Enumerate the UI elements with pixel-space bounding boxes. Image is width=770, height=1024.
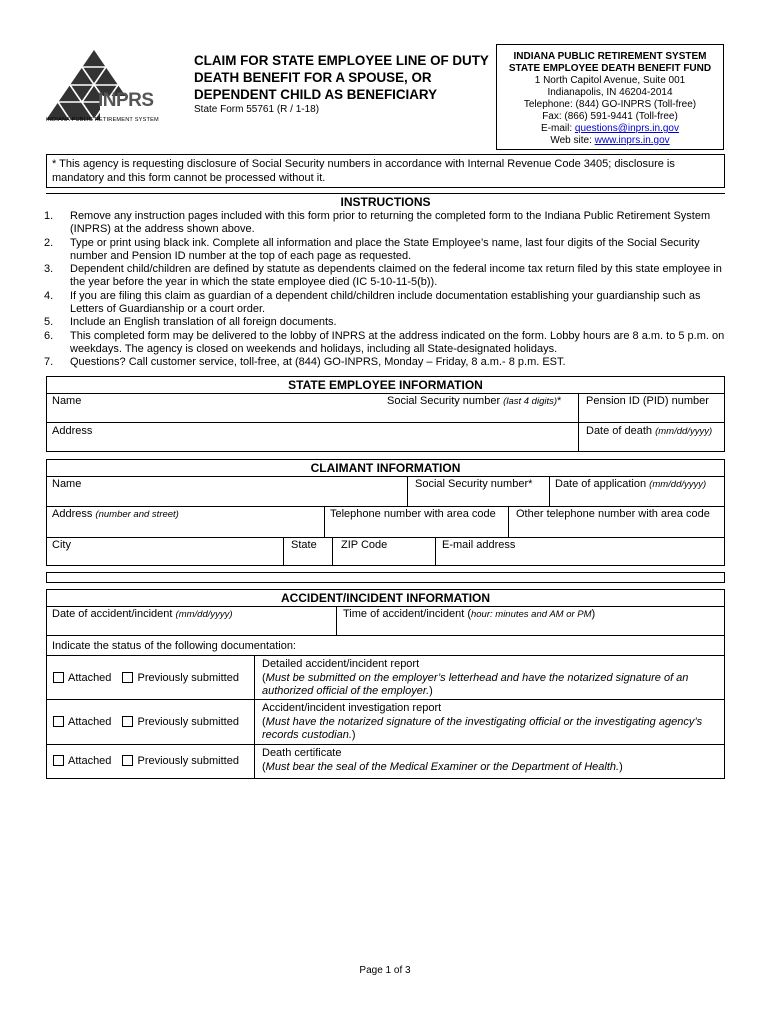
- doc2-previously-checkbox[interactable]: [122, 716, 133, 727]
- page-number: Page 1 of 3: [359, 965, 411, 976]
- instruction-item: [38, 290, 725, 317]
- instruction-number: 6.: [44, 329, 54, 342]
- doc3-description: Death certificate (Must bear the seal of the Medical Examiner or the Department of Health.): [262, 747, 720, 774]
- instructions-title: INSTRUCTIONS: [340, 195, 431, 209]
- doa-label: Date of application: [555, 478, 650, 490]
- agency-address2: Indianapolis, IN 46204-2014: [547, 87, 673, 98]
- claimant-name-field[interactable]: Name: [52, 478, 82, 490]
- instruction-text: Questions? Call customer service, toll-free, at (844) GO-INPRS, Monday – Friday, 8 a.m.- 8 p.m. EST.: [70, 356, 566, 369]
- instruction-number: 7.: [44, 356, 54, 369]
- ssn-note: (last 4 digits): [503, 396, 558, 407]
- disclosure-box: [46, 154, 725, 188]
- doc2-options: [53, 716, 239, 728]
- doc3-note: Must bear the seal of the Medical Examiner or the Department of Health.: [265, 760, 620, 773]
- claimant-email-field[interactable]: E-mail address: [442, 539, 516, 551]
- agency-fund: STATE EMPLOYEE DEATH BENEFIT FUND: [508, 63, 712, 74]
- form-id: State Form 55761 (R / 1-18): [194, 104, 320, 115]
- dod-label: Date of death: [586, 425, 656, 437]
- instruction-item: [38, 210, 725, 237]
- claimant-ssn-field[interactable]: Social Security number*: [415, 478, 533, 490]
- disclosure-text: * This agency is requesting disclosure of Social Security numbers in accordance with Internal Revenue Code 3405; disclosure is mandatory and this form cannot be processed without it.: [52, 158, 675, 184]
- claimant-phone-field[interactable]: Telephone number with area code: [330, 508, 496, 520]
- employee-section: [46, 376, 725, 452]
- claimant-doa-field[interactable]: [555, 478, 706, 490]
- employee-name-field[interactable]: Name: [52, 395, 82, 407]
- email-link[interactable]: questions@inprs.in.gov: [574, 123, 679, 134]
- agency-box: [496, 44, 724, 150]
- doc1-note: Must be submitted on the employer’s letterhead and have the notarized signature of an authorized official of the employer.: [262, 671, 689, 697]
- claimant-city-field[interactable]: City: [52, 539, 71, 551]
- employee-address-field[interactable]: Address: [52, 425, 93, 437]
- doc3-previously-checkbox[interactable]: [122, 755, 133, 766]
- doc1-description: Detailed accident/incident report (Must be submitted on the employer’s letterhead and have the notarized signature of an authorized official of the employer.): [262, 658, 720, 699]
- doc3-options: [53, 755, 239, 767]
- doc2-note: Must have the notarized signature of the investigating official or the investigating agency’s records custodian.: [262, 715, 703, 741]
- instructions-section: [46, 193, 725, 369]
- claimant-address-field[interactable]: [52, 508, 179, 520]
- agency-address1: 1 North Capitol Avenue, Suite 001: [534, 75, 686, 86]
- employee-dod-field[interactable]: [586, 425, 712, 437]
- form-title: CLAIM FOR STATE EMPLOYEE LINE OF DUTY DEATH BENEFIT FOR A SPOUSE, OR DEPENDENT CHILD AS BENEFICIARY: [194, 53, 489, 102]
- claimant-section: [46, 459, 725, 566]
- previously-label: Previously submitted: [137, 672, 239, 684]
- web-link[interactable]: www.inprs.in.gov: [594, 135, 670, 146]
- previously-label: Previously submitted: [137, 755, 239, 767]
- doc1-previously-checkbox[interactable]: [122, 672, 133, 683]
- instruction-text: If you are filing this claim as guardian of a dependent child/children include documentation establishing your guardianship such as Letters of Guardianship or a court order.: [70, 289, 701, 316]
- ssn-label: Social Security number: [387, 395, 504, 407]
- agency-telephone: Telephone: (844) GO-INPRS (Toll-free): [523, 99, 697, 110]
- agency-fax: Fax: (866) 591-9441 (Toll-free): [542, 111, 678, 122]
- doc1-name: Detailed accident/incident report: [262, 658, 420, 670]
- accident-time-label: Time of accident/incident (: [343, 608, 471, 620]
- instruction-text: Type or print using black ink. Complete all information and place the State Employee’s name, last four digits of the Social Security number and Pension ID number at the top of each page as requested.: [70, 236, 700, 262]
- accident-date-label: Date of accident/incident: [52, 608, 176, 620]
- employee-pid-field[interactable]: Pension ID (PID) number: [586, 395, 709, 407]
- doa-note: (mm/dd/yyyy): [649, 479, 707, 490]
- accident-date-field[interactable]: [52, 608, 233, 620]
- logo-wordmark: INPRS: [98, 90, 154, 111]
- instruction-number: 3.: [44, 263, 54, 276]
- doc1-options: [53, 672, 239, 684]
- instruction-text: Include an English translation of all foreign documents.: [70, 316, 337, 329]
- instruction-item: [38, 237, 725, 264]
- claimant-other-phone-field[interactable]: Other telephone number with area code: [516, 508, 710, 520]
- attached-label: Attached: [68, 755, 112, 767]
- instruction-item: [38, 316, 725, 329]
- doc2-name: Accident/incident investigation report: [262, 702, 442, 714]
- instruction-number: 2.: [44, 236, 54, 249]
- instruction-item: [38, 356, 725, 369]
- doc2-attached-checkbox[interactable]: [53, 716, 64, 727]
- documentation-prompt: Indicate the status of the following documentation:: [52, 640, 296, 652]
- doc3-name: Death certificate: [262, 747, 342, 759]
- doc3-attached-checkbox[interactable]: [53, 755, 64, 766]
- accident-time-close: ): [591, 608, 596, 620]
- instruction-text: Dependent child/children are defined by statute as dependents claimed on the federal income tax return filed by this state employee in the year before the year in which the state employee died (IC 5-10-11-5(b)).: [70, 263, 722, 289]
- employee-title: STATE EMPLOYEE INFORMATION: [288, 378, 483, 392]
- web-label: Web site:: [550, 135, 595, 146]
- accident-date-note: (mm/dd/yyyy): [175, 609, 233, 620]
- address-note: (number and street): [95, 509, 179, 520]
- attached-label: Attached: [68, 672, 112, 684]
- doc2-description: Accident/incident investigation report (Must have the notarized signature of the investigating official or the investigating agency’s records custodian.): [262, 702, 720, 743]
- instruction-text: This completed form may be delivered to the lobby of INPRS at the address indicated on the form. Lobby hours are 8 a.m. to 5 p.m. on weekdays. The agency is closed on weekends and holidays, including all State-designated holidays.: [70, 329, 725, 355]
- instruction-item: [38, 263, 725, 290]
- instruction-item: [38, 330, 725, 357]
- email-label: E-mail:: [540, 123, 575, 134]
- blank-row[interactable]: [46, 572, 725, 583]
- instruction-number: 5.: [44, 316, 54, 329]
- instruction-number: 1.: [44, 210, 54, 222]
- ssn-star: *: [557, 395, 562, 407]
- agency-name: INDIANA PUBLIC RETIREMENT SYSTEM: [513, 51, 707, 62]
- accident-time-note: hour: minutes and AM or PM: [470, 609, 592, 620]
- instructions-list: [38, 210, 725, 370]
- claimant-zip-field[interactable]: ZIP Code: [341, 539, 388, 551]
- accident-time-field[interactable]: [343, 608, 595, 620]
- instruction-text: Remove any instruction pages included with this form prior to returning the completed form to the Indiana Public Retirement System (INPRS) at the address shown above.: [70, 210, 711, 236]
- logo-tagline: INDIANA PUBLIC RETIREMENT SYSTEM: [46, 117, 159, 123]
- accident-section: [46, 589, 725, 779]
- claimant-title: CLAIMANT INFORMATION: [310, 461, 461, 475]
- dod-note: (mm/dd/yyyy): [655, 426, 713, 437]
- doc1-attached-checkbox[interactable]: [53, 672, 64, 683]
- instruction-number: 4.: [44, 289, 54, 302]
- previously-label: Previously submitted: [137, 716, 239, 728]
- accident-title: ACCIDENT/INCIDENT INFORMATION: [280, 591, 491, 605]
- address-label: Address: [52, 508, 96, 520]
- employee-ssn-field[interactable]: [387, 395, 561, 407]
- attached-label: Attached: [68, 716, 112, 728]
- claimant-state-field[interactable]: State: [291, 539, 317, 551]
